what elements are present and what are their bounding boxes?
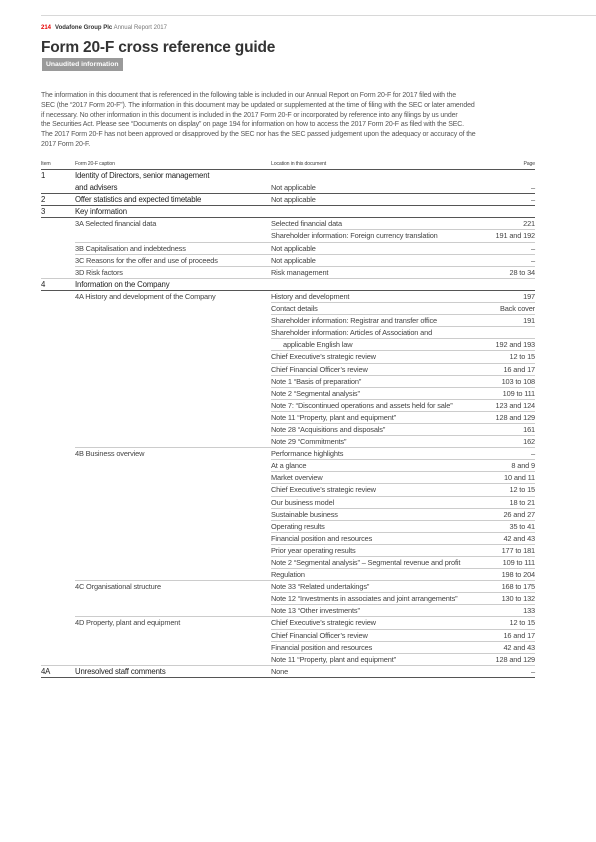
row-page: 123 and 124 (495, 400, 535, 410)
table-row (41, 497, 535, 509)
row-page: 16 and 17 (503, 630, 535, 640)
table-row (41, 364, 535, 376)
table-row (41, 170, 535, 182)
row-caption: 4B Business overview (75, 449, 145, 459)
table-row (41, 182, 535, 194)
row-location: Prior year operating results (271, 545, 356, 555)
row-page: 12 to 15 (509, 485, 535, 495)
table-body (41, 170, 535, 678)
row-page: 109 to 111 (502, 388, 535, 398)
table-row (41, 605, 535, 617)
row-caption: Unresolved staff comments (75, 666, 166, 676)
row-location: Risk management (271, 267, 329, 277)
row-page: 12 to 15 (509, 618, 535, 628)
row-caption: 4D Property, plant and equipment (75, 618, 181, 628)
row-location: Chief Financial Officer’s review (271, 364, 368, 374)
row-page: 161 (523, 424, 535, 434)
company-name: Vodafone Group Plc (55, 25, 113, 31)
row-page: 10 and 11 (504, 473, 535, 483)
row-page: 168 to 175 (501, 582, 535, 592)
cross-reference-table (41, 158, 535, 678)
table-row (41, 460, 535, 472)
row-page: – (531, 666, 535, 676)
table-row (41, 218, 535, 230)
page-number: 214 (41, 25, 52, 31)
table-row (41, 327, 535, 339)
row-page: 35 to 41 (509, 521, 535, 531)
table-row (41, 351, 535, 363)
row-page: 42 and 43 (503, 642, 535, 652)
row-location: Selected financial data (271, 219, 342, 229)
row-location: Note 7: “Discontinued operations and assets held for sale” (271, 400, 453, 410)
row-page: – (531, 195, 535, 205)
row-page: 18 to 21 (509, 497, 535, 507)
table-row (41, 472, 535, 484)
row-location: Note 11 “Property, plant and equipment” (271, 412, 396, 422)
row-page: – (531, 183, 535, 193)
row-location: Contact details (271, 304, 318, 314)
row-location: Chief Financial Officer’s review (271, 630, 368, 640)
row-location: Not applicable (271, 195, 316, 205)
row-location: Market overview (271, 473, 323, 483)
row-location: Note 28 “Acquisitions and disposals” (271, 424, 386, 434)
row-location: Chief Executive’s strategic review (271, 618, 376, 628)
table-row (41, 255, 535, 267)
row-location: Performance highlights (271, 449, 344, 459)
row-page: 109 to 111 (502, 558, 535, 567)
row-page: 133 (523, 606, 535, 616)
table-row (41, 315, 535, 327)
table-row (41, 412, 535, 424)
row-caption: Key information (75, 207, 127, 217)
row-page: – (531, 243, 535, 253)
row-page: 162 (523, 437, 535, 447)
row-location: Our business model (271, 497, 335, 507)
running-header (41, 24, 167, 32)
row-page: 192 and 193 (495, 340, 535, 350)
intro-paragraph (41, 91, 535, 150)
row-page: 191 (523, 316, 535, 326)
row-location: Operating results (271, 521, 325, 531)
row-item: 4A (41, 666, 51, 676)
table-row (41, 484, 535, 496)
table-row (41, 509, 535, 521)
row-item: 2 (41, 195, 46, 205)
intro-line: The information in this document that is referenced in the following table is included in our Annual Report on Form 20-F for 2017 filed with the (41, 92, 456, 99)
table-row (41, 376, 535, 388)
row-location: Note 12 “Investments in associates and joint arrangements” (271, 594, 458, 604)
intro-line: The 2017 Form 20-F has not been approved or disapproved by the SEC nor has the SEC passed judgement upon the adequacy or accuracy of the (41, 131, 476, 138)
row-page: 128 and 129 (495, 412, 535, 422)
table-row (41, 581, 535, 593)
header-item: Item (41, 161, 51, 167)
row-location: Financial position and resources (271, 533, 373, 543)
header-location: Location in this document (271, 161, 327, 167)
row-location: Not applicable (271, 183, 316, 193)
row-page: 26 and 27 (503, 509, 535, 519)
table-row (41, 448, 535, 460)
row-location: Note 2 “Segmental analysis” (271, 388, 360, 398)
row-caption: 4A History and development of the Company (75, 291, 216, 301)
row-item: 1 (41, 171, 46, 180)
row-page: 42 and 43 (503, 533, 535, 543)
row-caption: 3D Risk factors (75, 267, 123, 277)
table-row (41, 339, 535, 351)
row-page: 8 and 9 (511, 461, 535, 471)
row-page: 130 to 132 (501, 594, 535, 604)
row-page: 128 and 129 (495, 654, 535, 664)
table-row (41, 557, 535, 569)
table-row (41, 303, 535, 315)
row-location: Note 11 “Property, plant and equipment” (271, 654, 396, 664)
row-caption: 3B Capitalisation and indebtedness (75, 243, 186, 253)
row-page: 28 to 34 (509, 267, 535, 277)
table-row (41, 267, 535, 279)
table-row (41, 279, 535, 291)
row-location: Regulation (271, 570, 305, 580)
row-location: Not applicable (271, 243, 316, 253)
row-location: At a glance (271, 461, 307, 471)
header-caption: Form 20-F caption (75, 161, 115, 167)
row-page: 103 to 108 (501, 376, 535, 386)
row-location: Not applicable (271, 255, 316, 265)
row-item: 3 (41, 207, 46, 217)
table-row (41, 617, 535, 629)
row-item: 4 (41, 279, 46, 289)
row-location: Shareholder information: Articles of Association and (271, 328, 433, 338)
row-location: Note 29 “Commitments” (271, 437, 347, 447)
row-caption: and advisers (75, 183, 118, 193)
row-location: History and development (271, 291, 350, 301)
intro-line: 2017 Form 20-F. (41, 140, 91, 148)
page-title: Form 20-F cross reference guide (41, 39, 276, 56)
table-row (41, 291, 535, 303)
intro-line: SEC (the “2017 Form 20-F”). The information in this document may be updated or supplemented at the time of filing with the SEC or later amended (41, 101, 475, 109)
table-header (41, 158, 535, 170)
row-location: None (271, 666, 289, 676)
unaudited-badge: Unaudited information (42, 58, 123, 71)
report-name: Annual Report 2017 (113, 25, 167, 31)
intro-line: the Securities Act. Please see “Documents on display” on page 194 for information on how to access the 2017 Form 20-F as filed with the SEC. (41, 121, 464, 129)
row-page: – (531, 255, 535, 265)
table-row (41, 436, 535, 448)
table-row (41, 630, 535, 642)
row-page: 191 and 192 (495, 231, 535, 241)
row-page: 12 to 15 (509, 352, 535, 362)
table-row (41, 400, 535, 412)
table-row (41, 569, 535, 581)
row-page: 198 to 204 (501, 570, 535, 580)
row-caption: Information on the Company (75, 279, 170, 289)
row-location: Shareholder information: Foreign currency translation (271, 231, 438, 241)
row-caption: Identity of Directors, senior management (75, 171, 210, 180)
table-row (41, 533, 535, 545)
header-page: Page (523, 161, 535, 167)
row-page: 221 (523, 219, 535, 229)
row-page: Back cover (499, 304, 535, 314)
row-location: Note 2 “Segmental analysis” – Segmental revenue and profit (271, 558, 461, 567)
intro-line: if necessary. No other information in this document is included in the 2017 Form 20-F or incorporated by reference into any filings by us under (41, 111, 458, 119)
table-row (41, 388, 535, 400)
row-location: Note 33 “Related undertakings” (271, 582, 370, 592)
table-row (41, 243, 535, 255)
table-row (41, 666, 535, 678)
table-row (41, 230, 535, 242)
row-caption: 4C Organisational structure (75, 582, 161, 592)
table-row (41, 593, 535, 605)
table-row (41, 642, 535, 654)
row-location: applicable English law (283, 340, 353, 350)
row-caption: Offer statistics and expected timetable (75, 195, 202, 205)
table-row (41, 654, 535, 666)
row-page: 16 and 17 (503, 364, 535, 374)
table-row (41, 545, 535, 557)
row-page: 177 to 181 (501, 545, 535, 555)
row-page: – (531, 449, 535, 459)
row-location: Sustainable business (271, 509, 338, 519)
row-caption: 3A Selected financial data (75, 219, 157, 229)
table-row (41, 194, 535, 206)
row-location: Note 1 “Basis of preparation” (271, 376, 362, 386)
row-location: Note 13 “Other investments” (271, 606, 360, 616)
row-location: Chief Executive’s strategic review (271, 352, 376, 362)
row-location: Chief Executive’s strategic review (271, 485, 376, 495)
row-caption: 3C Reasons for the offer and use of proceeds (75, 255, 218, 265)
table-row (41, 521, 535, 533)
row-location: Financial position and resources (271, 642, 373, 652)
row-location: Shareholder information: Registrar and transfer office (271, 316, 437, 326)
top-rule (41, 15, 596, 16)
table-row (41, 424, 535, 436)
table-row (41, 206, 535, 218)
row-page: 197 (523, 291, 535, 301)
